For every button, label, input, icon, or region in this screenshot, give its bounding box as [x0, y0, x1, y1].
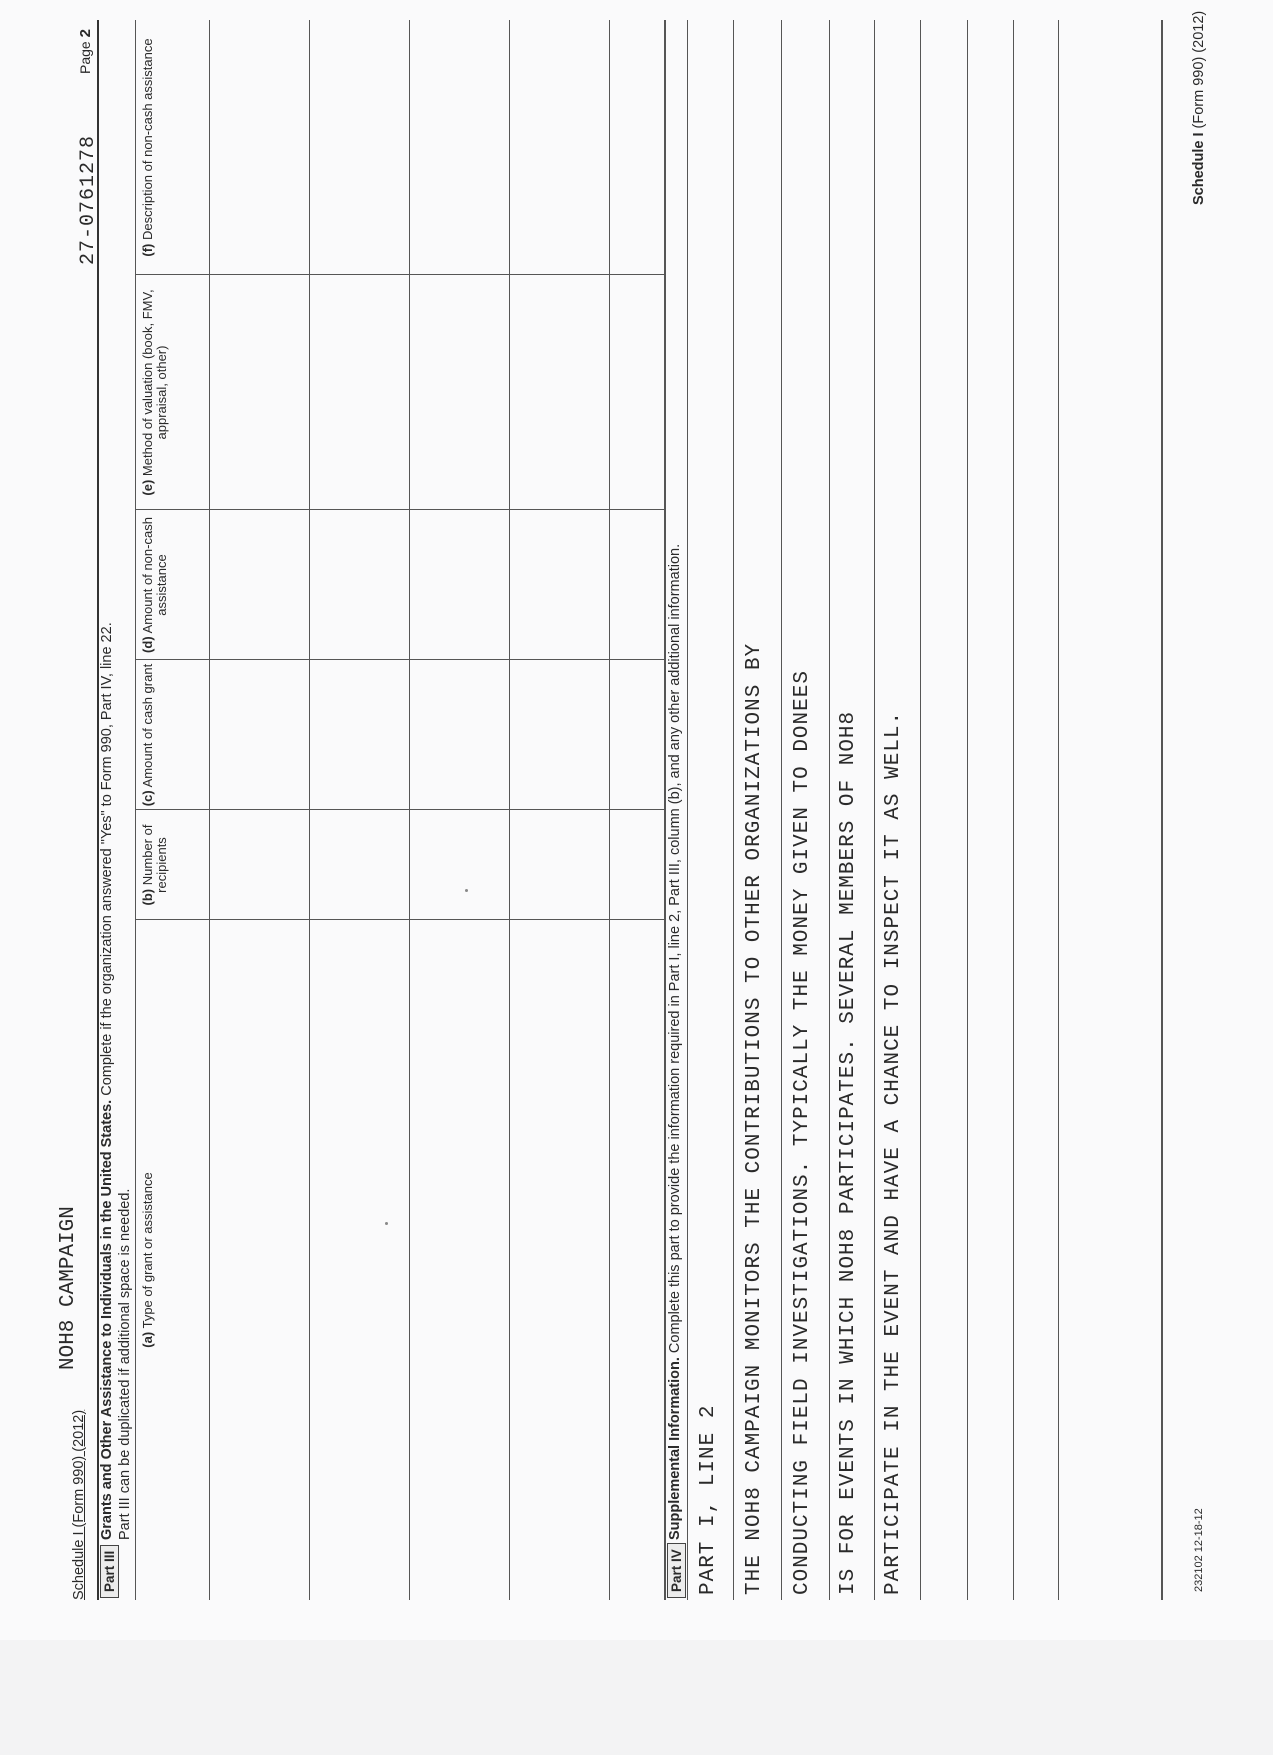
col-letter-f: (f)	[140, 243, 155, 257]
col-text-d: Amount of non-cash assistance	[140, 517, 169, 634]
part3-label: Part III	[100, 1545, 119, 1598]
col-letter-c: (c)	[140, 790, 155, 807]
part4-header-rule	[687, 20, 688, 1600]
col-text-f: Description of non-cash assistance	[140, 38, 155, 240]
supplemental-line: THE NOH8 CAMPAIGN MONITORS THE CONTRIBUTIONS TO OTHER ORGANIZATIONS BY	[743, 642, 766, 1595]
part3-subtitle: Part III can be duplicated if additional space is needed.	[117, 1188, 133, 1540]
part3-title-rest: Complete if the organization answered "Yes" to Form 990, Part IV, line 22.	[99, 622, 115, 1100]
page-indicator	[77, 29, 94, 74]
form-footer	[1191, 11, 1207, 205]
col-header-e	[137, 275, 209, 510]
table-row-rule	[609, 20, 610, 1600]
form-footer-rest: (Form 990) (2012)	[1191, 10, 1207, 133]
table-header-rule	[209, 20, 210, 1600]
schedule-label: Schedule I (Form 990) (2012)	[71, 1409, 87, 1600]
supplemental-rule	[967, 20, 968, 1600]
ein-number: 27-0761278	[77, 134, 100, 265]
supplemental-line: PART I, LINE 2	[697, 1404, 720, 1595]
rotated-form	[55, 0, 1235, 1600]
col-letter-b: (b)	[140, 888, 155, 906]
col-header-a	[137, 920, 209, 1600]
part3-title-bold: Grants and Other Assistance to Individuals in the United States.	[99, 1099, 115, 1540]
table-top-rule	[135, 20, 136, 1600]
supplemental-rule	[1058, 20, 1059, 1600]
supplemental-rule	[829, 20, 830, 1600]
col-letter-e: (e)	[140, 479, 155, 496]
scan-speck	[385, 1222, 388, 1225]
page-number: 2	[77, 29, 94, 38]
col-header-b	[137, 810, 209, 920]
col-text-e: Method of valuation (book, FMV, appraisal, other)	[140, 289, 169, 477]
form-code: 232102 12-18-12	[1193, 1508, 1205, 1592]
table-bottom-rule	[664, 20, 666, 1600]
supplemental-line: CONDUCTING FIELD INVESTIGATIONS. TYPICALLY THE MONEY GIVEN TO DONEES	[791, 670, 814, 1595]
col-header-f	[137, 20, 209, 275]
form-footer-bold: Schedule I	[1191, 132, 1207, 205]
table-row-rule	[509, 20, 510, 1600]
col-letter-d: (d)	[140, 636, 155, 653]
table-col-divider	[135, 509, 664, 510]
supplemental-line: PARTICIPATE IN THE EVENT AND HAVE A CHANCE TO INSPECT IT AS WELL.	[882, 710, 905, 1595]
page-label: Page	[77, 41, 93, 74]
table-col-divider	[135, 274, 664, 275]
supplemental-rule	[920, 20, 921, 1600]
col-text-a: Type of grant or assistance	[140, 1172, 155, 1329]
part4-title-bold: Supplemental Information.	[667, 1357, 683, 1540]
supplemental-rule	[733, 20, 734, 1600]
part3-title	[99, 622, 115, 1540]
col-header-c	[137, 660, 209, 810]
col-text-c: Amount of cash grant	[140, 663, 155, 788]
table-col-divider	[135, 659, 664, 660]
organization-name: NOH8 CAMPAIGN	[57, 1206, 80, 1370]
col-text-b: Number of recipients	[140, 824, 169, 893]
supplemental-rule	[781, 20, 782, 1600]
part4-title-rest: Complete this part to provide the information required in Part I, line 2, Part III, column (b), and any other additional information.	[667, 543, 683, 1358]
table-col-divider	[135, 809, 664, 810]
table-row-rule	[409, 20, 410, 1600]
footer-rule	[1161, 20, 1163, 1600]
supplemental-line: IS FOR EVENTS IN WHICH NOH8 PARTICIPATES. SEVERAL MEMBERS OF NOH8	[837, 710, 860, 1595]
scan-speck	[465, 889, 468, 892]
part4-label: Part IV	[667, 1543, 686, 1598]
table-row-rule	[309, 20, 310, 1600]
col-header-d	[137, 510, 209, 660]
table-col-divider	[135, 919, 664, 920]
col-letter-a: (a)	[140, 1331, 155, 1348]
supplemental-rule	[1013, 20, 1014, 1600]
supplemental-rule	[874, 20, 875, 1600]
part4-title	[667, 544, 683, 1540]
